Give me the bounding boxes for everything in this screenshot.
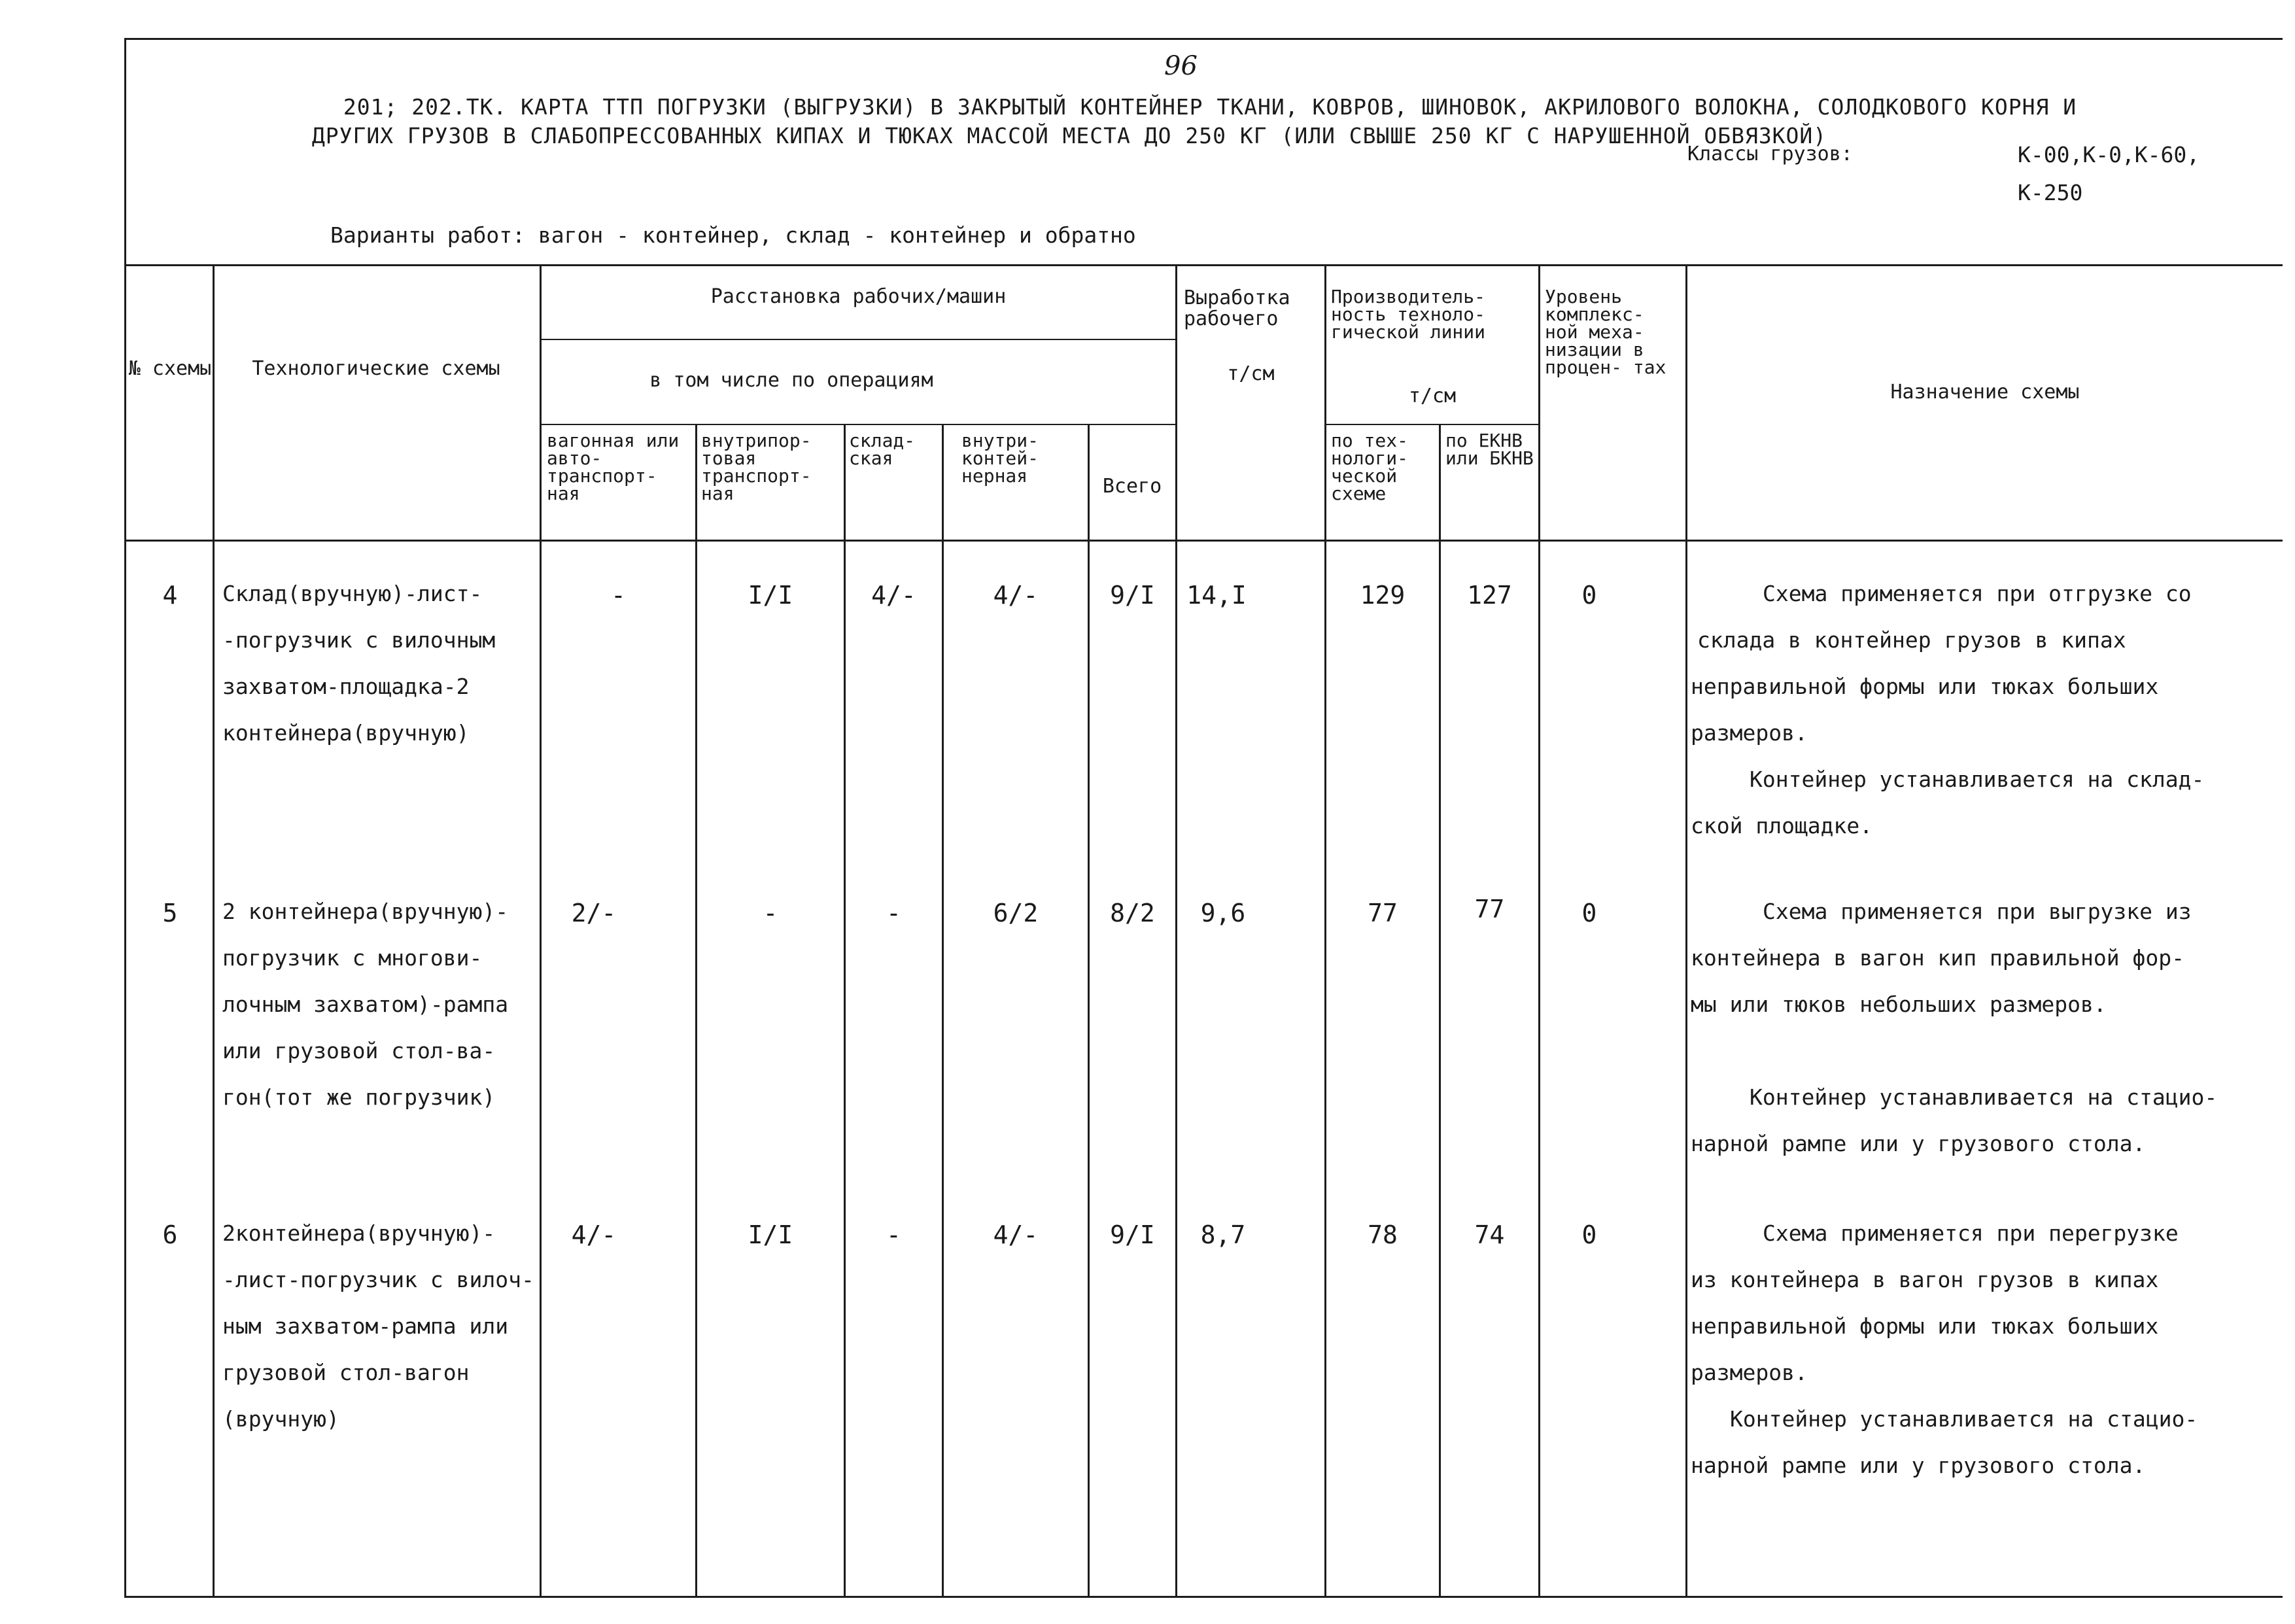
row-5-total: 8/2 — [1110, 899, 1155, 927]
row-5-mech: 0 — [1581, 899, 1597, 927]
row-4-purpose-line: ской площадке. — [1691, 813, 1873, 838]
header-prod-scheme: по тех- нологи- ческой схеме — [1331, 430, 1409, 504]
row-5-purpose-line — [1691, 1028, 2217, 1074]
row-6-intraport: I/I — [748, 1220, 793, 1249]
operations-subrule — [540, 424, 1175, 425]
row-6-purpose-line: Контейнер устанавливается на стацио- — [1730, 1406, 2198, 1432]
row-4-scheme — [222, 570, 495, 756]
title-line-2: ДРУГИХ ГРУЗОВ В СЛАБОПРЕССОВАННЫХ КИПАХ И ТЮКАХ МАССОЙ МЕСТА ДО 250 КГ (ИЛИ СВЫШЕ 250 КГ С НАРУШЕННОЙ ОБВЯЗКОЙ) — [311, 123, 1827, 148]
cargo-classes-value: К-00,К-0,К-60, К-250 — [2018, 142, 2200, 205]
row-5-scheme-line: или грузовой стол-ва- — [222, 1038, 496, 1063]
row-6-purpose-line: из контейнера в вагон грузов в кипах — [1691, 1267, 2159, 1292]
col-line-11 — [1685, 264, 1687, 1597]
row-6-prod-eknv: 74 — [1474, 1220, 1505, 1249]
row-4-purpose — [1691, 570, 2204, 849]
row-6-container: 4/- — [993, 1220, 1039, 1249]
col-line-10 — [1538, 264, 1540, 1597]
header-op-wagon: вагонная или авто- транспорт- ная — [547, 430, 680, 504]
row-4-mech: 0 — [1581, 581, 1597, 610]
header-prod-eknv: по ЕКНВ или БКНВ — [1445, 430, 1534, 469]
row-6-total: 9/I — [1110, 1220, 1155, 1249]
page-number: 96 — [1164, 51, 1198, 81]
row-5-container: 6/2 — [993, 899, 1039, 927]
row-5-prod-scheme: 77 — [1368, 899, 1398, 927]
col-line-2 — [540, 264, 542, 1597]
header-op-total: Всего — [1102, 475, 1162, 498]
header-output: Выработка рабочего — [1184, 286, 1290, 330]
row-4-number: 4 — [162, 581, 178, 610]
row-6-scheme — [222, 1210, 534, 1442]
header-bottom-rule — [124, 540, 2283, 542]
row-5-output: 9,6 — [1200, 899, 1246, 927]
row-5-purpose-line: нарной рампе или у грузового стола. — [1691, 1131, 2146, 1156]
row-6-scheme-line: ным захватом-рампа или — [222, 1313, 509, 1339]
row-6-scheme-line: грузовой стол-вагон — [222, 1360, 470, 1385]
row-5-scheme-line: 2 контейнера(вручную)- — [222, 899, 509, 924]
row-6-mech: 0 — [1581, 1220, 1597, 1249]
row-6-number: 6 — [162, 1220, 178, 1249]
row-6-scheme-line: (вручную) — [222, 1406, 339, 1432]
title-line-1: 201; 202.ТК. КАРТА ТТП ПОГРУЗКИ (ВЫГРУЗКИ) В ЗАКРЫТЫЙ КОНТЕЙНЕР ТКАНИ, КОВРОВ, ШИНОВОК, АКРИЛОВОГО ВОЛОКНА, СОЛОДКОВОГО КОРНЯ И — [343, 94, 2077, 120]
row-5-scheme — [222, 888, 508, 1120]
row-4-purpose-line: Контейнер устанавливается на склад- — [1750, 767, 2205, 792]
header-top-rule — [124, 264, 2283, 266]
row-6-warehouse: - — [886, 1220, 901, 1249]
row-4-total: 9/I — [1110, 581, 1155, 610]
row-5-purpose-line: Контейнер устанавливается на стацио- — [1750, 1084, 2218, 1110]
row-4-purpose-line: неправильной формы или тюках больших — [1691, 674, 2159, 699]
row-5-prod-eknv: 77 — [1474, 895, 1505, 924]
row-6-scheme-line: 2контейнера(вручную)- — [222, 1220, 496, 1246]
header-tech-schemes: Технологические схемы — [252, 357, 500, 380]
row-6-prod-scheme: 78 — [1368, 1220, 1398, 1249]
productivity-subrule — [1324, 424, 1538, 425]
row-5-purpose-line: Схема применяется при выгрузке из — [1763, 899, 2192, 924]
left-border — [124, 38, 126, 1598]
row-4-scheme-line: контейнера(вручную) — [222, 720, 470, 746]
header-mech-level: Уровень комплекс- ной меха- низации в процен- тах — [1545, 286, 1666, 378]
col-line-8 — [1324, 264, 1326, 1597]
row-6-purpose-line: нарной рампе или у грузового стола. — [1691, 1453, 2146, 1478]
row-5-purpose-line: мы или тюков небольших размеров. — [1691, 992, 2107, 1017]
cargo-classes-label: Классы грузов: — [1687, 143, 1853, 165]
row-6-output: 8,7 — [1200, 1220, 1246, 1249]
header-op-warehouse: склад- ская — [849, 430, 916, 469]
header-productivity-unit: т/см — [1408, 385, 1457, 407]
header-output-unit: т/см — [1227, 362, 1275, 385]
row-4-scheme-line: Склад(вручную)-лист- — [222, 581, 483, 606]
row-4-prod-scheme: 129 — [1360, 581, 1406, 610]
row-4-prod-eknv: 127 — [1467, 581, 1512, 610]
row-4-intraport: I/I — [748, 581, 793, 610]
row-5-purpose-line: контейнера в вагон кип правильной фор- — [1691, 945, 2184, 971]
header-scheme-no: № схемы — [128, 357, 212, 380]
row-5-scheme-line: погрузчик с многови- — [222, 945, 483, 971]
row-5-purpose — [1691, 888, 2217, 1167]
bottom-border — [124, 1596, 2283, 1598]
work-variants: Варианты работ: вагон - контейнер, склад - контейнер и обратно — [330, 222, 1136, 248]
top-border — [124, 38, 2283, 40]
row-5-warehouse: - — [886, 899, 901, 927]
row-4-output: 14,I — [1186, 581, 1247, 610]
header-placement: Расстановка рабочих/машин — [710, 285, 1007, 308]
col-line-7 — [1175, 264, 1177, 1597]
placement-subrule — [540, 339, 1175, 340]
row-4-purpose-line: размеров. — [1691, 720, 1808, 746]
header-productivity: Производитель- ность техноло- гической линии — [1331, 286, 1486, 343]
row-5-wagon: 2/- — [571, 899, 617, 927]
row-5-number: 5 — [162, 899, 178, 927]
header-purpose: Назначение схемы — [1890, 381, 2080, 404]
row-5-intraport: - — [763, 899, 778, 927]
header-by-operations: в том числе по операциям — [649, 369, 933, 392]
header-op-container: внутри- контей- нерная — [961, 430, 1039, 487]
row-5-scheme-line: лочным захватом)-рампа — [222, 992, 509, 1017]
row-6-wagon: 4/- — [571, 1220, 617, 1249]
row-4-purpose-line: Схема применяется при отгрузке со — [1763, 581, 2192, 606]
row-4-scheme-line: -погрузчик с вилочным — [222, 627, 496, 653]
row-5-scheme-line: гон(тот же погрузчик) — [222, 1084, 496, 1110]
col-line-1 — [213, 264, 215, 1597]
row-6-scheme-line: -лист-погрузчик с вилоч- — [222, 1267, 534, 1292]
row-4-purpose-line: склада в контейнер грузов в кипах — [1697, 627, 2126, 653]
row-4-scheme-line: захватом-площадка-2 — [222, 674, 470, 699]
header-op-intraport: внутрипор- товая транспорт- ная — [701, 430, 812, 504]
row-6-purpose-line: неправильной формы или тюках больших — [1691, 1313, 2159, 1339]
row-4-warehouse: 4/- — [871, 581, 916, 610]
row-6-purpose-line: Схема применяется при перегрузке — [1763, 1220, 2179, 1246]
row-4-wagon: - — [611, 581, 626, 610]
row-6-purpose — [1691, 1210, 2198, 1489]
row-4-container: 4/- — [993, 581, 1039, 610]
row-6-purpose-line: размеров. — [1691, 1360, 1808, 1385]
